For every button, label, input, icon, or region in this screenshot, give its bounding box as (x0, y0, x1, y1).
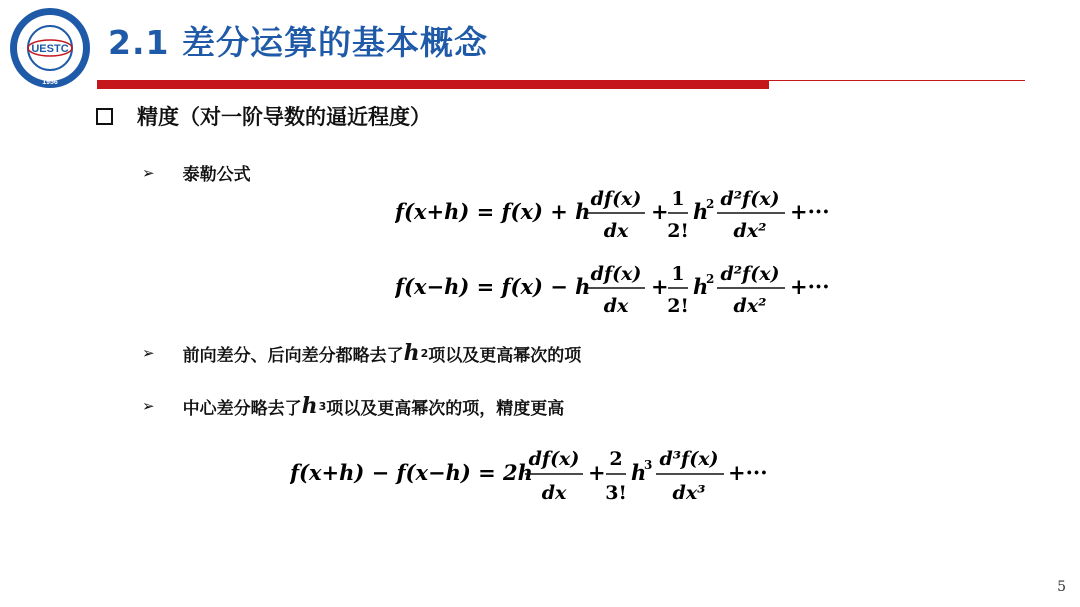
logo-year: 1956 (42, 79, 58, 86)
fraction-den: dx (603, 295, 629, 317)
fraction-den: dx (603, 220, 629, 242)
h-exponent: 2 (706, 272, 715, 286)
fraction-num: d³f(x) (659, 448, 719, 470)
square-bullet-icon (96, 108, 113, 125)
formula-lhs: f(x+h) = f(x) + h (395, 199, 591, 224)
formula-tail: +··· (790, 274, 830, 299)
fraction-num: d²f(x) (720, 263, 780, 285)
sub-bullet-central (142, 393, 564, 419)
formula-taylor-forward (395, 183, 845, 245)
h-exponent: 2 (420, 346, 429, 360)
formula-tail: +··· (790, 199, 830, 224)
formula-op: + (588, 460, 606, 485)
main-bullet-text: 精度（对一阶导数的逼近程度） (137, 105, 431, 129)
h-var: h (403, 340, 420, 366)
formula-op: + (651, 199, 669, 224)
university-logo (5, 5, 95, 91)
h-var: h (693, 274, 709, 299)
title-underline-thin (769, 80, 1025, 81)
fraction-num: 2 (609, 448, 623, 470)
fraction-den: dx² (733, 295, 767, 317)
sub-bullet-text-tail: 项以及更高幂次的项 (428, 345, 582, 366)
formula-taylor-backward (395, 258, 845, 320)
arrow-bullet-icon: ➢ (142, 397, 155, 415)
fraction-den: dx³ (672, 482, 706, 504)
sub-bullet-text-tail: 项以及更高幂次的项，精度更高 (326, 398, 565, 419)
slide-title: 2.1 差分运算的基本概念 (108, 23, 488, 62)
main-bullet (96, 101, 431, 131)
formula-op: + (651, 274, 669, 299)
page-number: 5 (1057, 579, 1066, 595)
h-exponent: 3 (318, 399, 327, 413)
h-var: h (301, 393, 318, 419)
h-exponent: 3 (644, 458, 653, 472)
logo-text: UESTC (31, 43, 69, 55)
h-var: h (693, 199, 709, 224)
fraction-num: df(x) (590, 263, 642, 285)
fraction-den: 2! (667, 220, 689, 242)
sub-bullet-taylor (142, 160, 251, 185)
title-underline-red (97, 80, 769, 89)
fraction-den: 3! (605, 482, 627, 504)
fraction-den: dx² (733, 220, 767, 242)
arrow-bullet-icon: ➢ (142, 344, 155, 362)
sub-bullet-forward-backward (142, 340, 581, 366)
h-var: h (631, 460, 647, 485)
fraction-den: dx (541, 482, 567, 504)
sub-bullet-text: 中心差分略去了 (182, 398, 302, 419)
fraction-num: df(x) (528, 448, 580, 470)
fraction-num: df(x) (590, 188, 642, 210)
fraction-den: 2! (667, 295, 689, 317)
formula-central-difference (290, 442, 790, 508)
fraction-num: 1 (671, 263, 685, 285)
formula-lhs: f(x+h) − f(x−h) = 2h (290, 460, 533, 485)
formula-tail: +··· (728, 460, 768, 485)
fraction-num: d²f(x) (720, 188, 780, 210)
sub-bullet-text: 前向差分、后向差分都略去了 (182, 345, 404, 366)
formula-lhs: f(x−h) = f(x) − h (395, 274, 591, 299)
fraction-num: 1 (671, 188, 685, 210)
h-exponent: 2 (706, 197, 715, 211)
sub-bullet-text: 泰勒公式 (182, 165, 251, 185)
arrow-bullet-icon: ➢ (142, 163, 155, 182)
